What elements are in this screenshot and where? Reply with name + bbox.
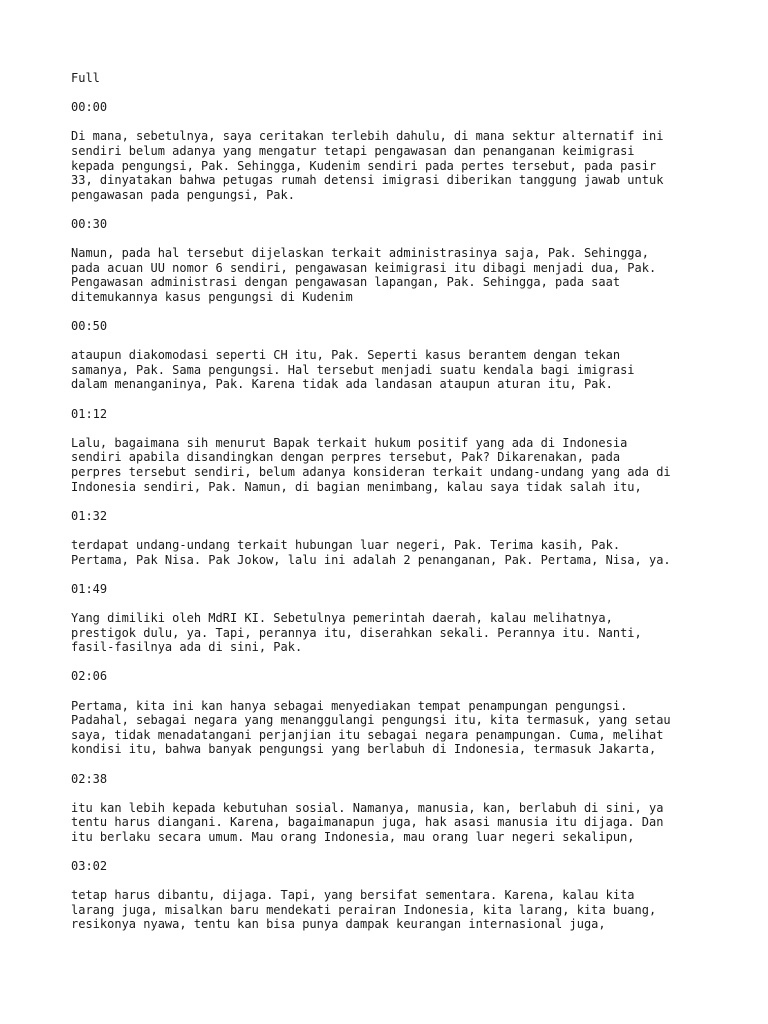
segment-timestamp: 00:30	[71, 216, 108, 231]
text-line: itu kan lebih kepada kebutuhan sosial. Namanya, manusia, kan, berlabuh di sini, ya	[71, 800, 664, 815]
transcript-segment	[71, 859, 711, 932]
text-line: pengawasan pada pengungsi, Pak.	[71, 187, 295, 202]
text-line: Pengawasan administrasi dengan pengawasan lapangan, Pak. Sehingga, pada saat	[71, 275, 621, 290]
segment-timestamp: 02:06	[71, 669, 108, 684]
segment-text	[71, 538, 711, 567]
text-line: larang juga, misalkan baru mendekati perairan Indonesia, kita larang, kita buang,	[71, 902, 657, 917]
text-line: resikonya nyawa, tentu kan bisa punya dampak keurangan internasional juga,	[71, 917, 606, 932]
text-line: Indonesia sendiri, Pak. Namun, di bagian menimbang, kalau saya tidak salah itu,	[71, 479, 642, 494]
transcript-segment	[71, 100, 711, 202]
text-line: Padahal, sebagai negara yang menanggulangi pengungsi itu, kita termasuk, yang setau	[71, 713, 671, 728]
text-line: ditemukannya kasus pengungsi di Kudenim	[71, 289, 353, 304]
text-line: perpres tersebut sendiri, belum adanya konsideran terkait undang-undang yang ada di	[71, 465, 671, 480]
segment-text	[71, 699, 711, 757]
text-line: dalam menanganinya, Pak. Karena tidak ada landasan ataupun aturan itu, Pak.	[71, 377, 613, 392]
text-line: Pertama, kita ini kan hanya sebagai menyediakan tempat penampungan pengungsi.	[71, 698, 628, 713]
text-line: samanya, Pak. Sama pengungsi. Hal tersebut menjadi suatu kendala bagi imigrasi	[71, 362, 635, 377]
text-line: sendiri apabila disandingkan dengan perpres tersebut, Pak? Dikarenakan, pada	[71, 450, 621, 465]
transcript-segment	[71, 582, 711, 655]
transcript-page	[71, 71, 711, 947]
text-line: pada acuan UU nomor 6 sendiri, pengawasan keimigrasi itu dibagi menjadi dua, Pak.	[71, 260, 657, 275]
text-line: fasil-fasilnya ada di sini, Pak.	[71, 640, 303, 655]
text-line: ataupun diakomodasi seperti CH itu, Pak. Seperti kasus berantem dengan tekan	[71, 348, 621, 363]
text-line: kepada pengungsi, Pak. Sehingga, Kudenim sendiri pada pertes tersebut, pada pasir	[71, 158, 657, 173]
text-line: itu berlaku secara umum. Mau orang Indonesia, mau orang luar negeri sekalipun,	[71, 829, 635, 844]
text-line: sendiri belum adanya yang mengatur tetapi pengawasan dan penanganan keimigrasi	[71, 143, 635, 158]
text-line: terdapat undang-undang terkait hubungan luar negeri, Pak. Terima kasih, Pak.	[71, 538, 621, 552]
segment-timestamp: 00:50	[71, 319, 108, 334]
segment-timestamp: 01:12	[71, 406, 108, 421]
text-line: tentu harus diangani. Karena, bagaimanapun juga, hak asasi manusia itu dijaga. Dan	[71, 815, 664, 830]
text-line: Pertama, Pak Nisa. Pak Jokow, lalu ini adalah 2 penanganan, Pak. Pertama, Nisa, ya.	[71, 552, 671, 567]
text-line: tetap harus dibantu, dijaga. Tapi, yang bersifat sementara. Karena, kalau kita	[71, 888, 635, 903]
segment-text	[71, 348, 711, 392]
text-line: prestigok dulu, ya. Tapi, perannya itu, diserahkan sekali. Perannya itu. Nanti,	[71, 625, 642, 640]
segment-text	[71, 888, 711, 932]
transcript-segment	[71, 772, 711, 845]
transcript-segment	[71, 669, 711, 757]
segment-timestamp: 03:02	[71, 859, 108, 874]
segment-text	[71, 246, 711, 304]
text-line: kondisi itu, bahwa banyak pengungsi yang berlabuh di Indonesia, termasuk Jakarta,	[71, 742, 657, 757]
segment-text	[71, 801, 711, 845]
text-line: Lalu, bagaimana sih menurut Bapak terkait hukum positif yang ada di Indonesia	[71, 435, 628, 450]
transcript-segment	[71, 319, 711, 392]
segment-text	[71, 129, 711, 202]
segment-timestamp: 02:38	[71, 771, 108, 786]
text-line: Namun, pada hal tersebut dijelaskan terkait administrasinya saja, Pak. Sehingga,	[71, 246, 649, 261]
document-heading: Full	[71, 71, 100, 85]
text-line: 33, dinyatakan bahwa petugas rumah detensi imigrasi diberikan tanggung jawab untuk	[71, 173, 664, 188]
text-line: saya, tidak menadatangani perjanjian itu sebagai negara penampungan. Cuma, melihat	[71, 727, 664, 742]
text-line: Yang dimiliki oleh MdRI KI. Sebetulnya pemerintah daerah, kalau melihatnya,	[71, 610, 613, 625]
transcript-segment	[71, 217, 711, 305]
segment-timestamp: 01:32	[71, 508, 108, 523]
transcript-segment	[71, 509, 711, 567]
text-line: Di mana, sebetulnya, saya ceritakan terlebih dahulu, di mana sektur alternatif ini	[71, 129, 664, 144]
segment-timestamp: 01:49	[71, 581, 108, 596]
segment-timestamp: 00:00	[71, 100, 108, 115]
transcript-segment	[71, 407, 711, 495]
segment-text	[71, 436, 711, 494]
segment-text	[71, 611, 711, 655]
